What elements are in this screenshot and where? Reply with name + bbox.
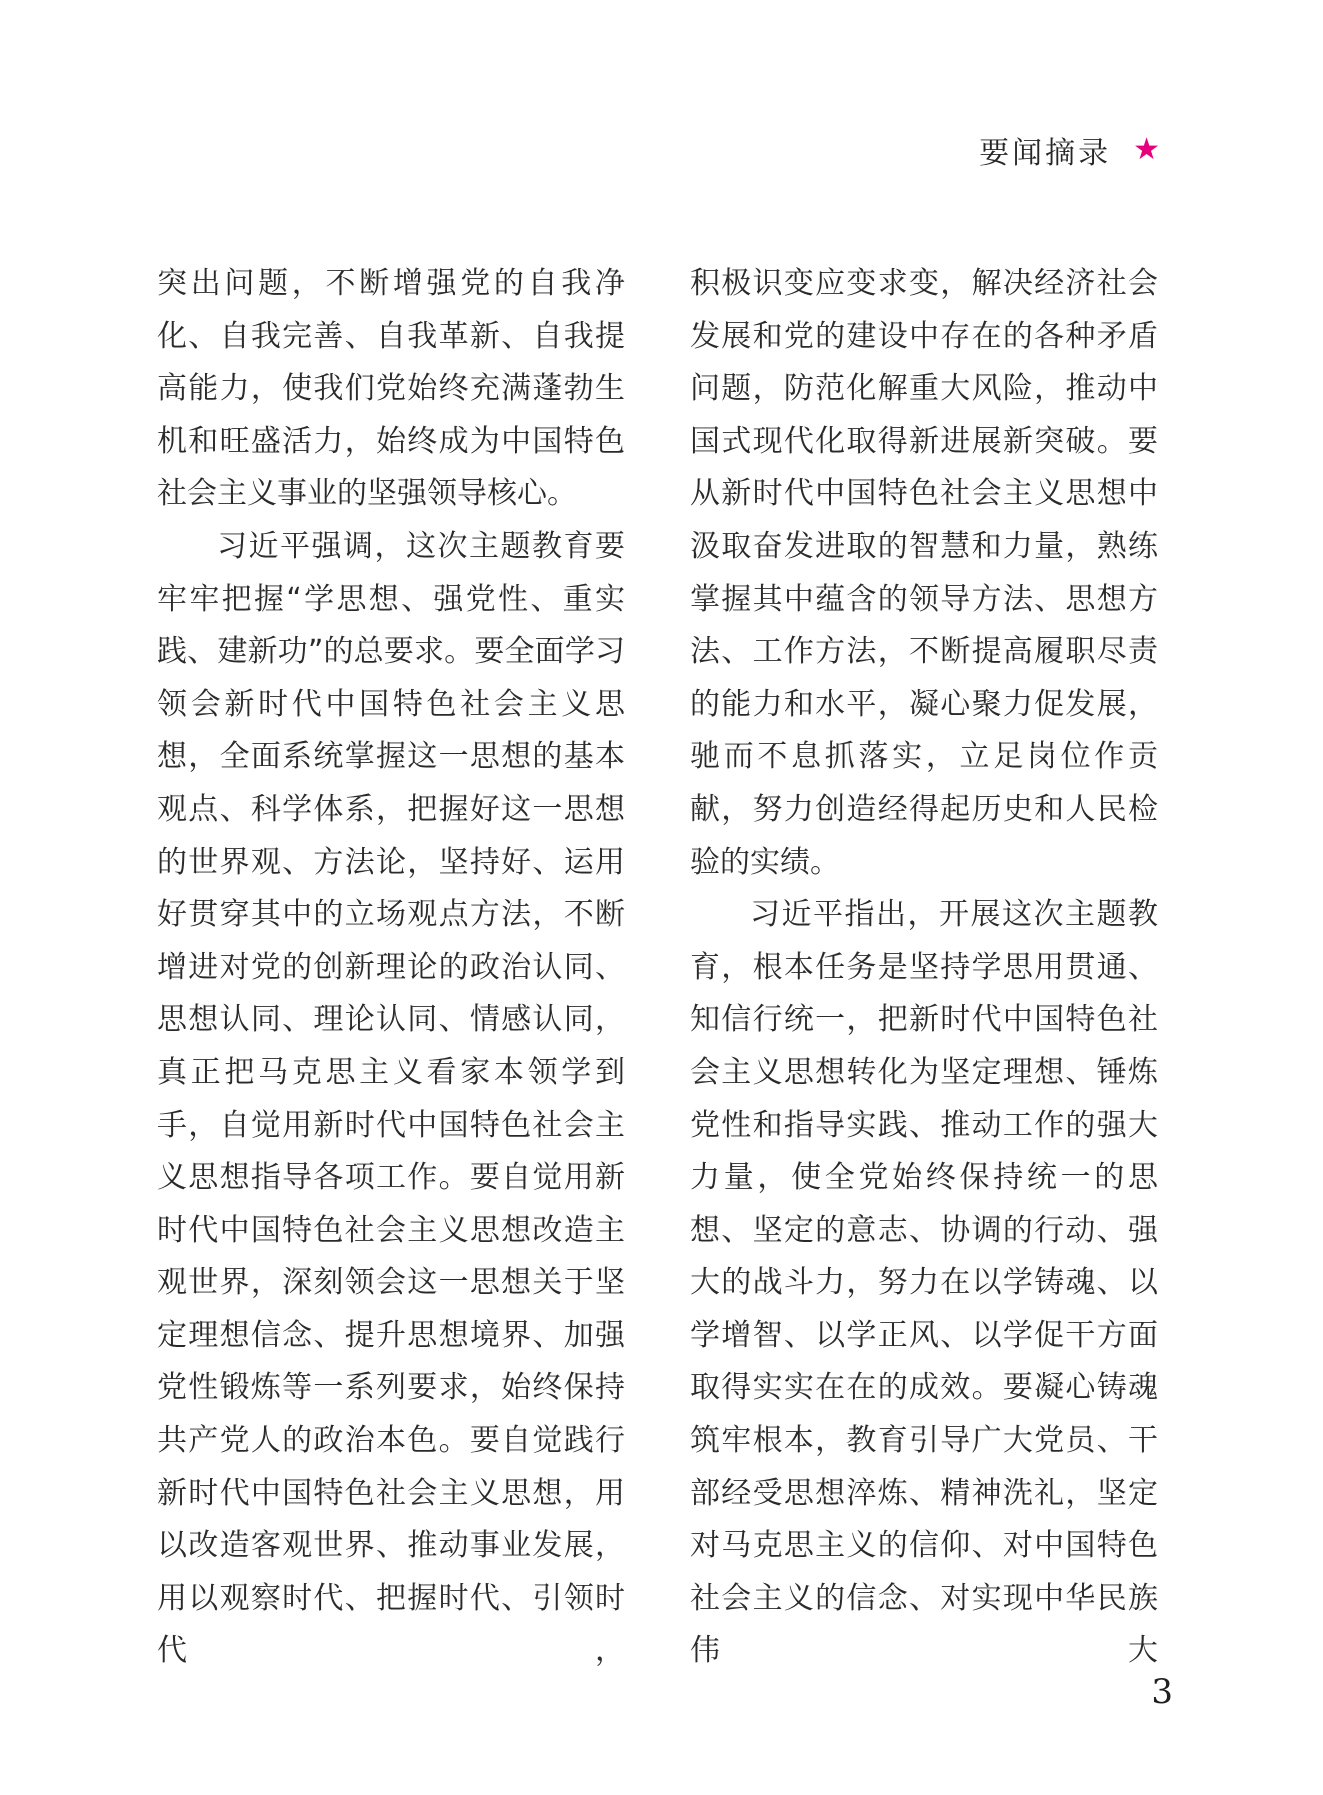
paragraph-continuation: 积极识变应变求变，解决经济社会发展和党的建设中存在的各种矛盾问题，防范化解重大风险，推动中国式现代化取得新进展新突破。要从新时代中国特色社会主义思想中汲取奋发进取的智慧和力量，熟练掌握其中蕴含的领导方法、思想方法、工作方法，不断提高履职尽责的能力和水平，凝心聚力促发展，驰而不息抓落实，立足岗位作贡献，努力创造经得起历史和人民检验的实绩。 bbox=[690, 266, 1158, 880]
left-column bbox=[157, 258, 625, 1678]
right-column bbox=[690, 258, 1158, 1678]
paragraph-continuation: 突出问题，不断增强党的自我净化、自我完善、自我革新、自我提高能力，使我们党始终充满蓬勃生机和旺盛活力，始终成为中国特色社会主义事业的坚强领导核心。 bbox=[157, 266, 625, 512]
paragraph-point-out: 习近平指出，开展这次主题教育，根本任务是坚持学思用贯通、知信行统一，把新时代中国特色社会主义思想转化为坚定理想、锤炼党性和指导实践、推动工作的强大力量，使全党始终保持统一的思想、坚定的意志、协调的行动、强大的战斗力，努力在以学铸魂、以学增智、以学正风、以学促干方面取得实实在在的成效。要凝心铸魂筑牢根本，教育引导广大党员、干部经受思想淬炼、精神洗礼，坚定对马克思主义的信仰、对中国特色社会主义的信念、对实现中华民族伟大 bbox=[690, 897, 1158, 1669]
running-header bbox=[979, 128, 1163, 172]
page-number: 3 bbox=[1151, 1672, 1173, 1712]
paragraph-emphasis: 习近平强调，这次主题教育要牢牢把握“学思想、强党性、重实践、建新功”的总要求。要全面学习领会新时代中国特色社会主义思想，全面系统掌握这一思想的基本观点、科学体系，把握好这一思想的世界观、方法论，坚持好、运用好贯穿其中的立场观点方法，不断增进对党的创新理论的政治认同、思想认同、理论认同、情感认同，真正把马克思主义看家本领学到手，自觉用新时代中国特色社会主义思想指导各项工作。要自觉用新时代中国特色社会主义思想改造主观世界，深刻领会这一思想关于坚定理想信念、提升思想境界、加强党性锻炼等一系列要求，始终保持共产党人的政治本色。要自觉践行新时代中国特色社会主义思想，用以改造客观世界、推动事业发展，用以观察时代、把握时代、引领时代， bbox=[157, 528, 625, 1669]
section-title: 要闻摘录 bbox=[979, 136, 1112, 171]
star-icon: ★ bbox=[1133, 132, 1163, 167]
